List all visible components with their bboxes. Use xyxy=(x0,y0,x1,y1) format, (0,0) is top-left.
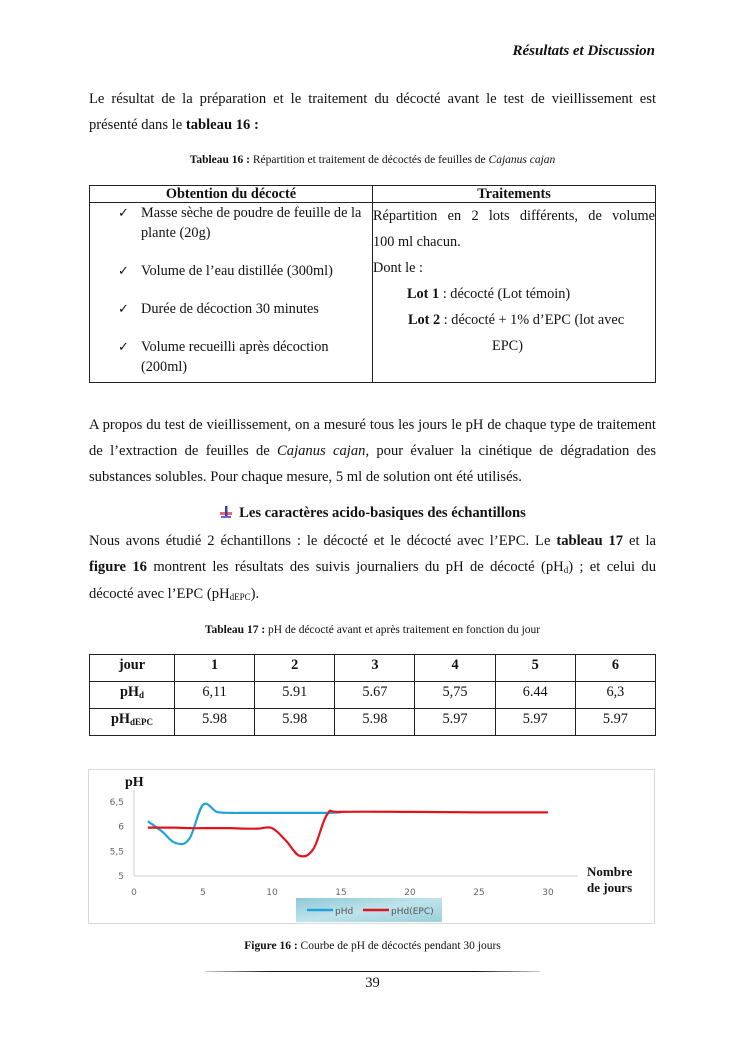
species-name: Cajanus cajan xyxy=(277,443,366,459)
caption-label: Figure 16 : xyxy=(244,940,298,952)
value-cell: 6,3 xyxy=(575,682,655,709)
value-cell: 5.98 xyxy=(255,709,335,736)
checkmark-icon: ✓ xyxy=(118,339,129,354)
value-cell: 6,11 xyxy=(175,682,255,709)
traitements-cell xyxy=(373,203,656,383)
list-item xyxy=(90,203,372,243)
y-tick-label: 5 xyxy=(118,872,124,882)
list-item xyxy=(90,261,372,281)
table-row-jour xyxy=(90,655,656,682)
list-item xyxy=(90,299,372,319)
item-text: Durée de décoction 30 minutes xyxy=(141,301,319,317)
value-cell: 5.91 xyxy=(255,682,335,709)
x-tick-label: 30 xyxy=(542,888,554,898)
lot2-text: : décocté + 1% d’EPC (lot avec xyxy=(440,312,625,328)
para-text: ). xyxy=(250,586,260,602)
footer-divider xyxy=(205,971,540,972)
value-cell: 6.44 xyxy=(495,682,575,709)
caption-species: Cajanus cajan xyxy=(488,154,556,166)
lot1-label: Lot 1 xyxy=(407,286,440,302)
x-tick-label: 0 xyxy=(131,888,137,898)
page-number: 39 xyxy=(365,975,380,991)
series-lines xyxy=(148,804,548,857)
caption-label: Tableau 17 : xyxy=(204,624,266,636)
checkmark-icon: ✓ xyxy=(118,205,129,220)
lot2-continuation: EPC) xyxy=(492,338,523,354)
table16-caption xyxy=(89,154,656,166)
y-axis-label: pH xyxy=(125,775,144,790)
chart-svg xyxy=(89,770,654,923)
value-cell: 5.97 xyxy=(415,709,495,736)
intro-text: Le résultat de la préparation et le traitement du décocté avant le test de vieillissement est présenté dans le xyxy=(89,91,656,133)
header-traitements: Traitements xyxy=(373,186,656,203)
table-row-phd xyxy=(90,682,656,709)
value-cell: 5.97 xyxy=(495,709,575,736)
x-axis-label-line2: de jours xyxy=(587,880,633,895)
value-cell: 5,75 xyxy=(415,682,495,709)
caption-text: Répartition et traitement de décoctés de feuilles de xyxy=(250,154,489,166)
table-row-phdepc xyxy=(90,709,656,736)
subscript: d xyxy=(139,690,145,700)
item-text: Masse sèche de poudre de feuille de la plante (20g) xyxy=(141,205,362,241)
lot1-line xyxy=(373,281,655,307)
treatment-line: 100 ml chacun. xyxy=(373,234,461,250)
table-16 xyxy=(89,185,656,383)
caption-text: pH de décocté avant et après traitement en fonction du jour xyxy=(265,624,541,636)
subscript: dEPC xyxy=(229,592,251,602)
item-text: Volume recueilli après décoction (200ml) xyxy=(141,339,329,375)
samples-paragraph xyxy=(89,528,656,608)
x-tick-label: 20 xyxy=(404,888,416,898)
value-cell: 5.98 xyxy=(175,709,255,736)
y-tick-label: 6,5 xyxy=(109,798,124,808)
day-cell: 5 xyxy=(495,655,575,682)
lot2-line xyxy=(373,307,655,333)
subscript: dEPC xyxy=(130,717,154,727)
obtention-cell xyxy=(90,203,373,383)
header-obtention: Obtention du décocté xyxy=(90,186,373,203)
intro-paragraph xyxy=(89,86,656,138)
caption-text: Courbe de pH de décoctés pendant 30 jours xyxy=(297,940,501,952)
legend-label: pHd xyxy=(335,907,354,917)
para-text: Nous avons étudié 2 échantillons : le décocté et le décocté avec l’EPC. Le xyxy=(89,533,557,549)
day-cell: 3 xyxy=(335,655,415,682)
row-header-jour: jour xyxy=(90,655,175,682)
row-header-phd xyxy=(90,682,175,709)
legend xyxy=(296,898,442,922)
para-text: et la xyxy=(623,533,656,549)
bullet-arrow-icon xyxy=(219,505,233,519)
figure-16-chart xyxy=(88,769,655,924)
series-line-phd-epc- xyxy=(148,811,548,857)
y-tick-label: 6 xyxy=(118,822,124,833)
y-tick-label: 5,5 xyxy=(109,847,124,858)
para-text: ) ; et celui du décocté avec l’EPC (pH xyxy=(89,559,656,602)
lot1-text: : décocté (Lot témoin) xyxy=(439,286,571,302)
list-item xyxy=(90,337,372,377)
item-text: Volume de l’eau distillée (300ml) xyxy=(141,263,333,279)
obtention-list xyxy=(90,203,372,377)
x-tick-label: 15 xyxy=(335,888,347,898)
para-text: montrent les résultats des suivis journaliers du pH de décocté (pH xyxy=(146,559,564,575)
x-tick-label: 5 xyxy=(200,888,206,898)
lot2-label: Lot 2 xyxy=(408,312,441,328)
legend-label: pHd(EPC) xyxy=(391,907,434,917)
treatment-line: Répartition en 2 lots différents, de volume xyxy=(373,208,655,224)
ph-label: pH xyxy=(110,711,131,727)
para-text: A propos du test de vieillissement, on a mesuré tous les jours le pH de chaque type de traitement de l’extraction de feuilles de xyxy=(89,417,656,459)
subscript: d xyxy=(563,565,569,575)
section-heading xyxy=(89,505,656,522)
treatment-line: Dont le : xyxy=(373,260,424,276)
x-axis-label-line1: Nombre xyxy=(587,864,633,879)
day-cell: 6 xyxy=(575,655,655,682)
table-17 xyxy=(89,654,656,736)
table17-caption xyxy=(89,624,656,636)
figure16-caption xyxy=(89,940,656,952)
table-row xyxy=(90,203,656,383)
table17-ref: tableau 17 xyxy=(556,533,624,549)
aging-test-paragraph xyxy=(89,412,656,490)
axes xyxy=(134,790,578,876)
series-line-phd xyxy=(148,804,341,844)
para-text: , pour évaluer la cinétique de dégradation des substances solubles. Pour chaque mesure, 5 ml de solution ont été utilisés. xyxy=(89,443,657,485)
day-cell: 2 xyxy=(255,655,335,682)
checkmark-icon: ✓ xyxy=(118,263,129,278)
running-header: Résultats et Discussion xyxy=(512,43,655,59)
checkmark-icon: ✓ xyxy=(118,301,129,316)
value-cell: 5.97 xyxy=(575,709,655,736)
ph-label: pH xyxy=(119,684,140,700)
section-title: Les caractères acido-basiques des échantillons xyxy=(239,505,526,521)
day-cell: 4 xyxy=(415,655,495,682)
figure16-ref: figure 16 xyxy=(89,559,147,575)
value-cell: 5.67 xyxy=(335,682,415,709)
x-tick-label: 25 xyxy=(473,888,485,898)
table-header-row xyxy=(90,186,656,203)
caption-label: Tableau 16 : xyxy=(189,154,250,166)
x-tick-label: 10 xyxy=(266,888,278,898)
day-cell: 1 xyxy=(175,655,255,682)
row-header-phdepc xyxy=(90,709,175,736)
value-cell: 5.98 xyxy=(335,709,415,736)
table16-ref: tableau 16 : xyxy=(185,117,259,133)
